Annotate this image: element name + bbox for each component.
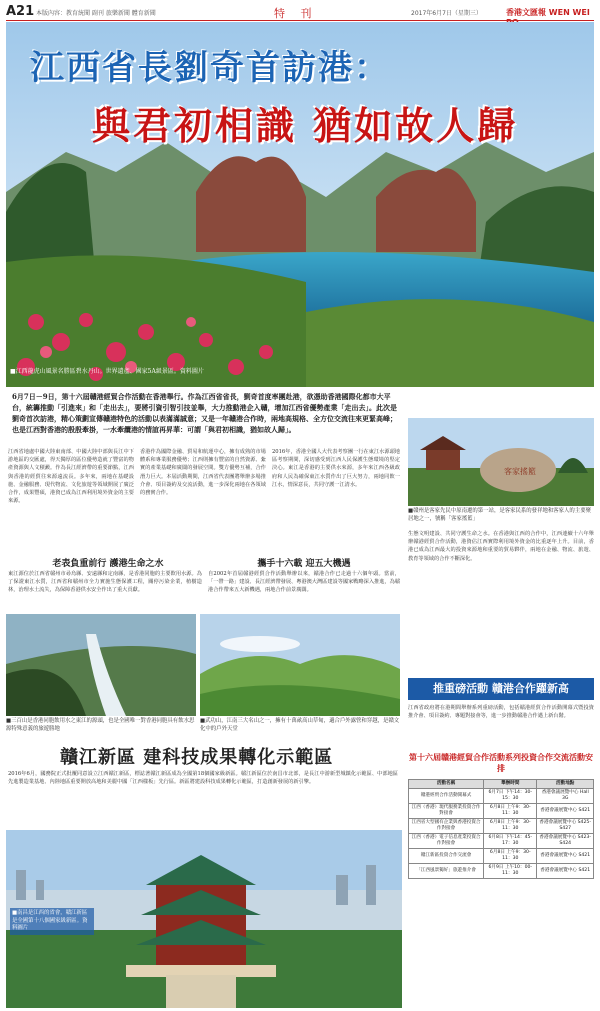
sanbai-caption: ■三百山是香港同胞飲用水之東江的源頭，也是全國唯一對香港同胞具有飲水思源特殊意義的旅遊勝地 (6, 718, 195, 732)
issue-date: 2017年6月7日（星期三） (411, 10, 482, 17)
schedule-cell: 「江西風景獨好」旅遊推介會 (409, 864, 484, 879)
schedule-row (409, 849, 594, 864)
schedule-cell: 6月8日 下午14：45-17：30 (484, 834, 537, 849)
schedule-row (409, 834, 594, 849)
activity-heading: 推重磅活動 贛港合作躍新高 (408, 678, 594, 700)
header-rule (6, 20, 594, 21)
wugong-caption: ■武功山，江南三大名山之一，擁有十萬畝高山草甸，適合戶外露營和穿越，是贛文化中的戶外天堂 (200, 718, 400, 732)
schedule-cell: 6月8日 上午9：30-11：30 (484, 804, 537, 819)
body-column-3: 2016年，香港全國人大代表考察團一行在東江水源頭地區考察期間，深切感受到江西人民保護生態環境的堅定決心。東江是香港的主要供水來源，多年來江西各級政府和人民為確保東江水質作出了巨大努力，兩地同飲一江水，情深意長，共同守護一江清水。 (272, 449, 400, 488)
schedule-cell: 贛江新區投資合作交流會 (409, 849, 484, 864)
water-text: 東江源位於江西省贛州市尋烏縣、安遠縣和定南縣，是香港同胞的主要飲用水源。為了保證東江水質，江西省和贛州市全力實施生態保護工程，關停污染企業，植樹造林，治理水土流失，為保障香港供水安全作出了重大貢獻。 (8, 571, 202, 594)
schedule-row (409, 789, 594, 804)
schedule-cell: 江西（香港）現代服務業投資合作對接會 (409, 804, 484, 819)
schedule-column-header: 舉辦時間 (484, 780, 537, 789)
right-column-text: 生態文明建設、共同守護生命之水。在香港與江西的合作中，江西連續十六年舉辦贛港經貿合作活動，港資佔江西實際利用境外資金的比重逐年上升。目前，香港已成為江西最大的投資來源地和重要的貿易夥伴，兩地在金融、物流、旅遊、教育等領域的合作不斷深化。 (408, 531, 594, 562)
subheading-water: 老表負重前行 護港生命之水 (52, 559, 164, 569)
subheading-opportunity: 攜手十六載 迎五大機遇 (257, 559, 351, 569)
schedule-table (408, 779, 594, 879)
schedule-column-header: 活動名稱 (409, 780, 484, 789)
lead-paragraph: 6月7日－9日，第十六屆贛港經貿合作活動在香港舉行。作為江西省省長，劉奇首度率團赴港，欲憑助香港國際化都市大平台，統籌推動「引進來」和「走出去」，要將引資引智引技並舉，大力推動港企入贛，增加江西省優勢產業「走出去」。此次是劉奇首次訪港，精心策劃宣傳贛港特色的活動以表滿滿誠意；又是一年贛港合作時，兩地高規格、全方位交流往來更緊高峰；也是江西對香港的殷殷牽掛，一水牽纜港的情誼再昇華：可謂「與君初相識，猶如故人歸」。 (12, 392, 397, 434)
section-list: 本版內容：教育統聞 副刊 旅樂新聞 體育新聞 (36, 10, 156, 17)
wugong-mountain-photo (200, 614, 400, 716)
schedule-cell: 江西省大型國有企業與香港投資合作對接會 (409, 819, 484, 834)
body-column-1: 江西省地處中國大陸東南部、中國大陸中部與長江中下游地區的交匯處，得天獨厚的區位優勢造就了豐富的物產資源與人文積澱。作為長江經濟帶的重要節點，江西與香港的經貿往來源遠流長。多年來，兩地在基礎設施、金融服務、現代物流、文化旅遊等領域開展了廣泛合作，成果豐碩，港資已成為江西利用境外資金的主要來源。 (8, 449, 134, 505)
opportunity-text: 自2002年首屆贛港經貿合作活動舉辦以來，贛港合作已走過十六個年頭。當前，「一帶一路」建設、長江經濟帶發展、粵港澳大灣區建設等國家戰略深入推進，為贛港合作帶來五大新機遇，兩地合作前景廣闊。 (208, 571, 400, 594)
schedule-title: 第十六屆贛港經貿合作活動系列投資合作交流活動安排 (409, 752, 593, 773)
schedule-row (409, 804, 594, 819)
headline-line-1: 江西省長劉奇首訪港： (30, 48, 390, 88)
section-label: 特 刊 (274, 7, 318, 20)
page-header (6, 4, 594, 20)
sanbai-mountain-photo (6, 614, 196, 716)
activity-text: 江西省政府將在港期間舉辦系列重磅活動，包括贛港經貿合作活動開幕式暨投資推介會、項目簽約、專題對接會等，進一步推動贛港合作邁上新台階。 (408, 705, 594, 720)
schedule-cell: 江西（香港）電子信息產業投資合作對接會 (409, 834, 484, 849)
schedule-cell: 香港會議展覽中心 S421 (537, 804, 594, 819)
hero-caption: ■江西龍虎山風景名勝區碧水丹山。世界遺產、國家5A級景區。資料圖片 (10, 368, 204, 375)
body-column-2: 香港作為國際金融、貿易和航運中心，擁有成熟的市場體系和專業服務優勢；江西則擁有豐富的自然資源、紮實的產業基礎和廣闊的發展空間。雙方優勢互補，合作潛力巨大。本屆活動期間，江西省代表團將舉辦多場推介會、項目簽約及交流活動，進一步深化兩地在各領域的務實合作。 (140, 449, 266, 497)
schedule-cell: 香港會議展覽中心 S425-S427 (537, 819, 594, 834)
hakka-photo (408, 418, 594, 506)
schedule-cell: 6月9日 上午10：00-11：30 (484, 864, 537, 879)
schedule-row (409, 819, 594, 834)
ganjiang-text: 2016年6月，國務院正式批覆同意設立江西贛江新區，標誌著贛江新區成為全國第18個國家級新區。贛江新區位於南昌市北部，是長江中游新型城鎮化示範區、中部地區先進製造業基地、內陸地區重要開放高地和美麗中國「江西樣板」先行區。新區將建設科技成果轉化示範區，打造創新發展的新引擎。 (8, 771, 398, 786)
page-number: A21 (6, 4, 35, 19)
schedule-cell: 香港會議展覽中心 Hall 3G (537, 789, 594, 804)
schedule-cell: 6月8日 上午9：30-11：30 (484, 819, 537, 834)
hakka-caption: ■贛州是客家先民中原南遷的第一站，是客家民系的發祥地和客家人的主要聚居地之一，號稱「客家搖籃」 (408, 508, 591, 522)
schedule-cell: 香港會議展覽中心 S421 (537, 864, 594, 879)
ganjiang-heading: 贛江新區 建科技成果轉化示範區 (60, 747, 334, 768)
headline-line-2: 與君初相識 猶如故人歸 (92, 103, 519, 148)
schedule-cell: 贛港經貿合作活動開幕式 (409, 789, 484, 804)
schedule-cell: 6月8日 上午9：30-11：30 (484, 849, 537, 864)
schedule-cell: 香港會議展覽中心 S423-S424 (537, 834, 594, 849)
schedule-cell: 香港會議展覽中心 S421 (537, 849, 594, 864)
schedule-cell: 6月7日 下午14：30-15：30 (484, 789, 537, 804)
schedule-header-row (409, 780, 594, 789)
schedule-row (409, 864, 594, 879)
schedule-column-header: 活動地點 (537, 780, 594, 789)
nanchang-caption: ■南昌是江西的省會，贛江新區是全國第十八個國家級新區。資料圖片 (10, 908, 94, 935)
svg-text:客家搖籃: 客家搖籃 (504, 467, 536, 476)
newspaper-logo: 香港文匯報 WEN WEI (506, 8, 590, 17)
